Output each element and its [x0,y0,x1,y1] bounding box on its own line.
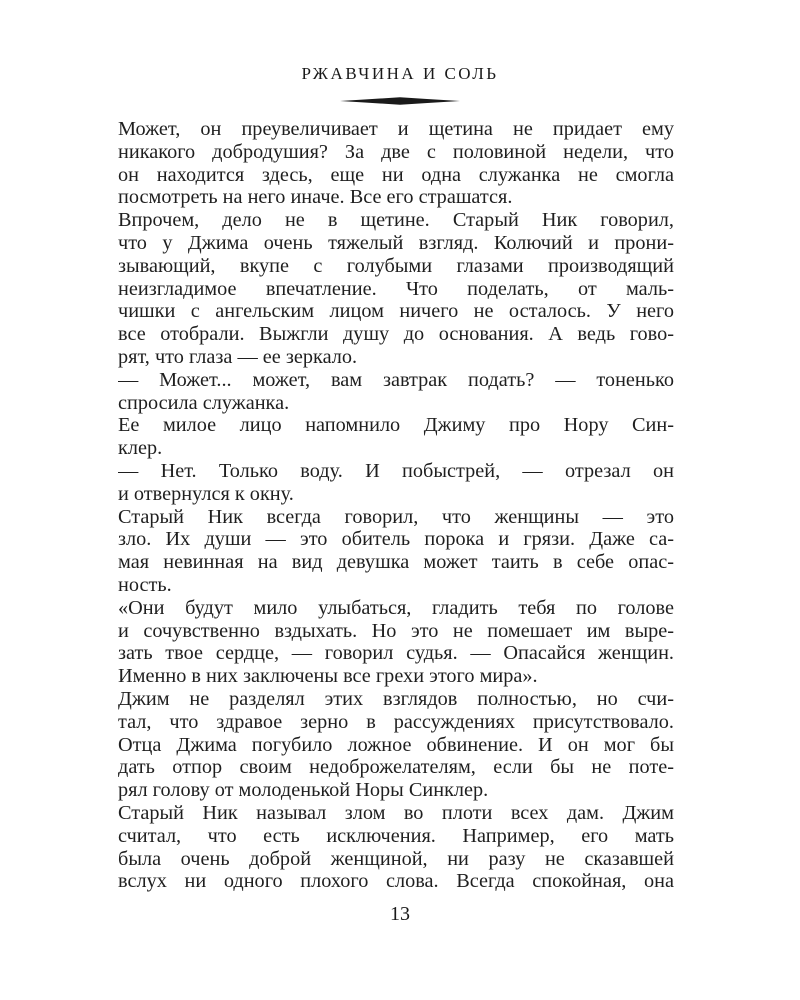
text-line: «Они будут мило улыбаться, гладить тебя по голове [118,596,674,619]
text-line: тал, что здравое зерно в рассуждениях присутствовало. [118,710,674,733]
paragraph [118,688,674,802]
text-line: считал, что есть исключения. Например, его мать [118,824,674,847]
decorative-rule-icon [340,96,460,106]
text-line: Старый Ник всегда говорил, что женщины — это [118,505,674,528]
paragraph [118,460,674,506]
text-line: что у Джима очень тяжелый взгляд. Колючий и прони- [118,231,674,254]
text-line: он находится здесь, еще ни одна служанка не смогла [118,163,674,186]
paragraph [118,369,674,415]
text-line: рят, что глаза — ее зеркало. [118,345,358,368]
text-line: Отца Джима погубило ложное обвинение. И он мог бы [118,733,674,756]
text-line: и сочувственно вздыхать. Но это не помешает им выре- [118,619,674,642]
text-line: Может, он преувеличивает и щетина не придает ему [118,118,674,140]
text-line: посмотреть на него иначе. Все его страшатся. [118,186,513,209]
text-line: дать отпор своим недоброжелателям, если бы не поте- [118,756,674,779]
text-line: спросила служанка. [118,391,290,414]
paragraph [118,209,674,369]
paragraph [118,118,674,209]
text-line: неизгладимое впечатление. Что поделать, от маль- [118,277,674,300]
paragraph [118,414,674,460]
text-line: зывающий, вкупе с голубыми глазами производящий [118,254,674,277]
text-line: зать твое сердце, — говорил судья. — Опасайся женщин. [118,642,674,665]
text-line: мая невинная на вид девушка может таить в себе опас- [118,551,674,574]
text-line: чишки с ангельским лицом ничего не осталось. У него [118,300,674,323]
paragraph [118,802,674,893]
text-line: — Нет. Только воду. И побыстрей, — отрезал он [118,459,674,482]
text-line: Именно в них заключены все грехи этого мира». [118,665,538,688]
text-line: Старый Ник называл злом во плоти всех дам. Джим [118,801,674,824]
text-line: Впрочем, дело не в щетине. Старый Ник говорил, [118,209,674,232]
page-number: 13 [390,903,410,925]
text-line: все отобрали. Выжгли душу до основания. А ведь гово- [118,323,674,346]
paragraph [118,506,674,597]
text-line: ность. [118,573,172,596]
body-text [118,118,674,893]
text-line: Ее милое лицо напомнило Джиму про Нору Син- [118,414,674,437]
text-line: — Может... может, вам завтрак подать? — тоненько [118,368,674,391]
text-line: Джим не разделял этих взглядов полностью, но счи- [118,687,674,710]
text-line: вслух ни одного плохого слова. Всегда спокойная, она [118,870,674,893]
running-title: РЖАВЧИНА И СОЛЬ [301,64,499,83]
text-line: и отвернулся к окну. [118,482,294,505]
text-line: рял голову от молоденькой Норы Синклер. [118,779,489,802]
text-line: клер. [118,437,163,460]
text-line: была очень доброй женщиной, ни разу не сказавшей [118,847,674,870]
text-line: никакого добродушия? За две с половиной недели, что [118,140,674,163]
paragraph [118,597,674,688]
text-line: зло. Их души — это обитель порока и грязи. Даже са- [118,528,674,551]
